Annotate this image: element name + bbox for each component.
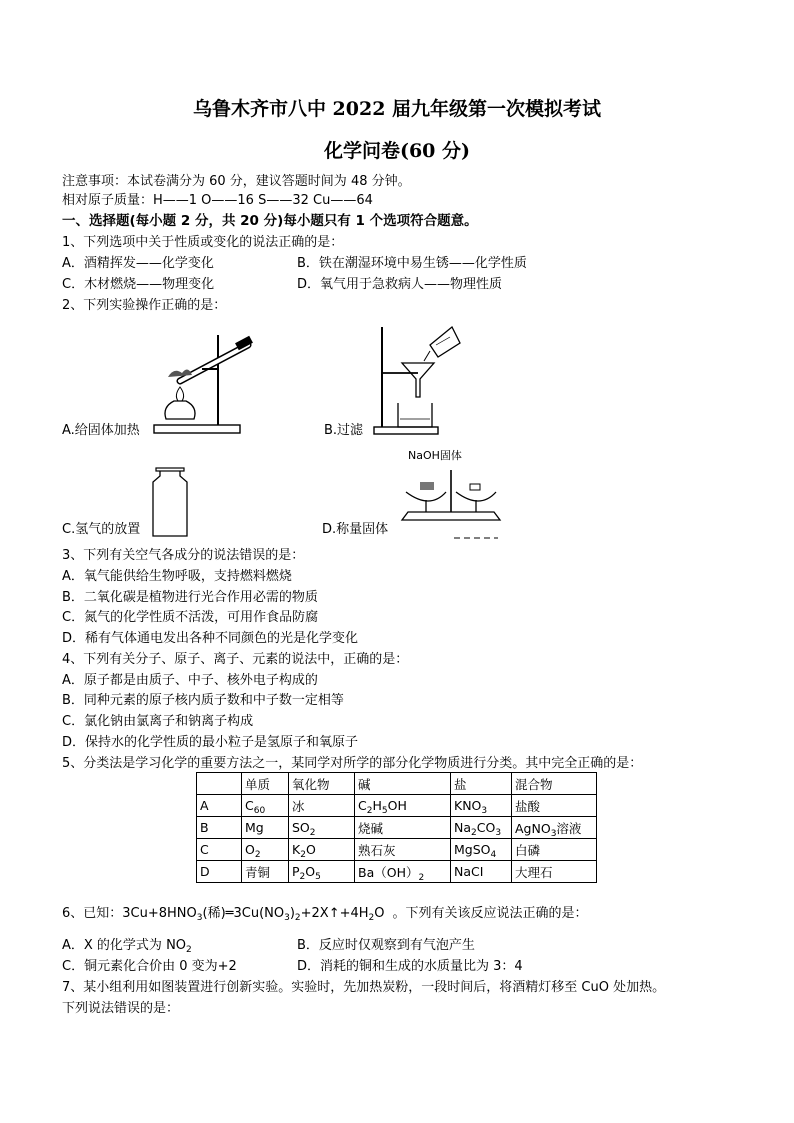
q3-option-c: C．氮气的化学性质不活泼，可用作食品防腐 <box>62 610 319 625</box>
cell-subscript: 5 <box>315 872 321 882</box>
cell-subscript: 4 <box>490 850 497 860</box>
q6-option-a <box>62 938 192 954</box>
naoh-label: NaOH固体 <box>408 449 462 462</box>
salt-cell <box>451 795 512 817</box>
q6-option-a-subscript: 2 <box>186 945 192 955</box>
base-cell: 烧碱 <box>355 817 451 839</box>
q6-subscript: 3 <box>196 913 203 923</box>
q6-subscript: 2 <box>294 913 301 923</box>
cell-text: 溶液 <box>556 820 582 836</box>
salt-cell <box>451 839 512 861</box>
q3-option-a: A．氧气能供给生物呼吸，支持燃料燃烧 <box>62 569 292 584</box>
q1-option-b: B．铁在潮湿环境中易生锈——化学性质 <box>297 256 527 271</box>
q4-stem: 4、下列有关分子、原子、离子、元素的说法中，正确的是： <box>62 652 409 667</box>
oxide-cell <box>289 839 355 861</box>
q2-option-a: A.给固体加热 <box>62 423 140 438</box>
q2-option-b: B.过滤 <box>324 423 364 438</box>
q6-option-c: C．铜元素化合价由 0 变为+2 <box>62 959 237 974</box>
table-header-cell: 氧化物 <box>289 773 355 795</box>
element-cell <box>242 795 289 817</box>
table-row <box>197 795 597 817</box>
element-cell <box>242 839 289 861</box>
base-cell <box>355 861 451 883</box>
q6-text: O <box>374 906 385 921</box>
cell-subscript: 2 <box>366 806 373 816</box>
row-option: C <box>197 839 242 861</box>
cell-text: O <box>245 842 255 857</box>
table-row <box>197 861 597 883</box>
atomic-mass-note: 相对原子质量：H——1 O——16 S——32 Cu——64 <box>62 193 373 208</box>
cell-subscript: 2 <box>254 850 261 860</box>
mixture-cell <box>512 817 597 839</box>
mixture-cell: 大理石 <box>512 861 597 883</box>
cell-text: CO <box>476 820 496 835</box>
cell-subscript: 3 <box>550 828 557 839</box>
q7-stem-line1: 7、某小组利用如图装置进行创新实验。实验时，先加热炭粉，一段时间后，将酒精灯移至 CuO 处加热。 <box>62 980 666 995</box>
cell-text: O <box>305 842 316 857</box>
gas-jar-figure <box>150 466 190 538</box>
salt-cell <box>451 817 512 839</box>
mixture-cell: 盐酸 <box>512 795 597 817</box>
cell-text: K <box>292 842 301 857</box>
q4-option-a: A．原子都是由质子、中子、核外电子构成的 <box>62 673 318 688</box>
table-header-row <box>197 773 597 795</box>
cell-text: O <box>305 864 316 879</box>
table-row <box>197 839 597 861</box>
table-header-cell: 单质 <box>242 773 289 795</box>
cell-text: SO <box>292 820 310 835</box>
table-row <box>197 817 597 839</box>
q1-option-a: A．酒精挥发——化学变化 <box>62 256 214 271</box>
cell-text: MgSO <box>454 842 491 857</box>
q6-subscript: 3 <box>284 913 290 923</box>
q6-text: (稀)═3Cu <box>202 906 260 921</box>
section-heading: 一、选择题(每小题 2 分，共 20 分)每小题只有 1 个选项符合题意。 <box>62 213 478 229</box>
table-header-cell <box>197 773 242 795</box>
q7-stem-line2: 下列说法错误的是： <box>62 1001 180 1016</box>
q6-text: 6、已知：3Cu+8HNO <box>62 906 197 921</box>
cell-subscript: 60 <box>253 806 266 816</box>
q2-stem: 2、下列实验操作正确的是： <box>62 298 227 313</box>
cell-text: AgNO <box>515 820 551 836</box>
q6-option-a-text: A．X 的化学式为 NO <box>62 938 187 953</box>
base-cell: 熟石灰 <box>355 839 451 861</box>
cell-text: C <box>245 798 254 813</box>
element-cell: 青铜 <box>242 861 289 883</box>
page-subtitle: 化学问卷(60 分) <box>323 140 471 162</box>
oxide-cell: 冰 <box>289 795 355 817</box>
q6-stem <box>62 906 588 922</box>
q6-text: +2X↑+4H <box>300 906 369 921</box>
q2-option-c: C.氢气的放置 <box>62 522 141 537</box>
cell-subscript: 2 <box>471 828 477 838</box>
base-cell <box>355 795 451 817</box>
q2-option-d: D.称量固体 <box>322 522 389 537</box>
cell-text: C <box>358 798 367 813</box>
q1-option-c: C．木材燃烧——物理变化 <box>62 277 215 292</box>
cell-text: H <box>372 798 382 813</box>
cell-text: Ba（OH） <box>358 864 419 880</box>
page-title: 乌鲁木齐市八中 2022 届九年级第一次模拟考试 <box>192 98 602 120</box>
q3-option-b: B．二氧化碳是植物进行光合作用必需的物质 <box>62 590 318 605</box>
cell-text: OH <box>387 798 407 813</box>
filtration-figure <box>372 323 464 437</box>
classification-table <box>196 772 597 883</box>
q6-text: (NO <box>259 906 285 921</box>
q3-stem: 3、下列有关空气各成分的说法错误的是： <box>62 548 305 563</box>
q1-stem: 1、下列选项中关于性质或变化的说法正确的是： <box>62 235 344 250</box>
oxide-cell <box>289 817 355 839</box>
q6-text: 。下列有关该反应说法正确的是： <box>392 906 588 921</box>
weighing-figure <box>398 460 504 540</box>
q6-option-d: D．消耗的铜和生成的水质量比为 3：4 <box>297 959 523 974</box>
q1-option-d: D．氧气用于急救病人——物理性质 <box>297 277 503 292</box>
cell-subscript: 2 <box>300 850 306 860</box>
q4-option-b: B．同种元素的原子核内质子数和中子数一定相等 <box>62 693 344 708</box>
attention-note: 注意事项：本试卷满分为 60 分，建议答题时间为 48 分钟。 <box>62 174 411 189</box>
table-header-cell: 混合物 <box>512 773 597 795</box>
table-header-cell: 碱 <box>355 773 451 795</box>
row-option: B <box>197 817 242 839</box>
row-option: D <box>197 861 242 883</box>
cell-text: Na <box>454 820 472 835</box>
q6-subscript: 2 <box>368 913 375 923</box>
oxide-cell <box>289 861 355 883</box>
q3-option-d: D．稀有气体通电发出各种不同颜色的光是化学变化 <box>62 631 359 646</box>
salt-cell: NaCI <box>451 861 512 883</box>
mixture-cell: 白磷 <box>512 839 597 861</box>
cell-subscript: 5 <box>381 806 388 816</box>
element-cell: Mg <box>242 817 289 839</box>
table-header-cell: 盐 <box>451 773 512 795</box>
q5-stem: 5、分类法是学习化学的重要方法之一，某同学对所学的部分化学物质进行分类。其中完全正确的是： <box>62 756 643 771</box>
cell-subscript: 2 <box>418 872 425 883</box>
cell-subscript: 3 <box>495 828 502 838</box>
row-option: A <box>197 795 242 817</box>
q4-option-d: D．保持水的化学性质的最小粒子是氢原子和氧原子 <box>62 735 359 750</box>
q4-option-c: C．氯化钠由氯离子和钠离子构成 <box>62 714 254 729</box>
heating-solid-figure <box>150 325 260 437</box>
cell-subscript: 2 <box>309 828 316 838</box>
cell-text: KNO <box>454 798 482 813</box>
cell-text: P <box>292 864 300 879</box>
cell-subscript: 3 <box>481 806 488 816</box>
cell-subscript: 2 <box>299 872 306 882</box>
q6-option-b: B．反应时仅观察到有气泡产生 <box>297 938 475 953</box>
q6-text: ) <box>289 906 295 921</box>
